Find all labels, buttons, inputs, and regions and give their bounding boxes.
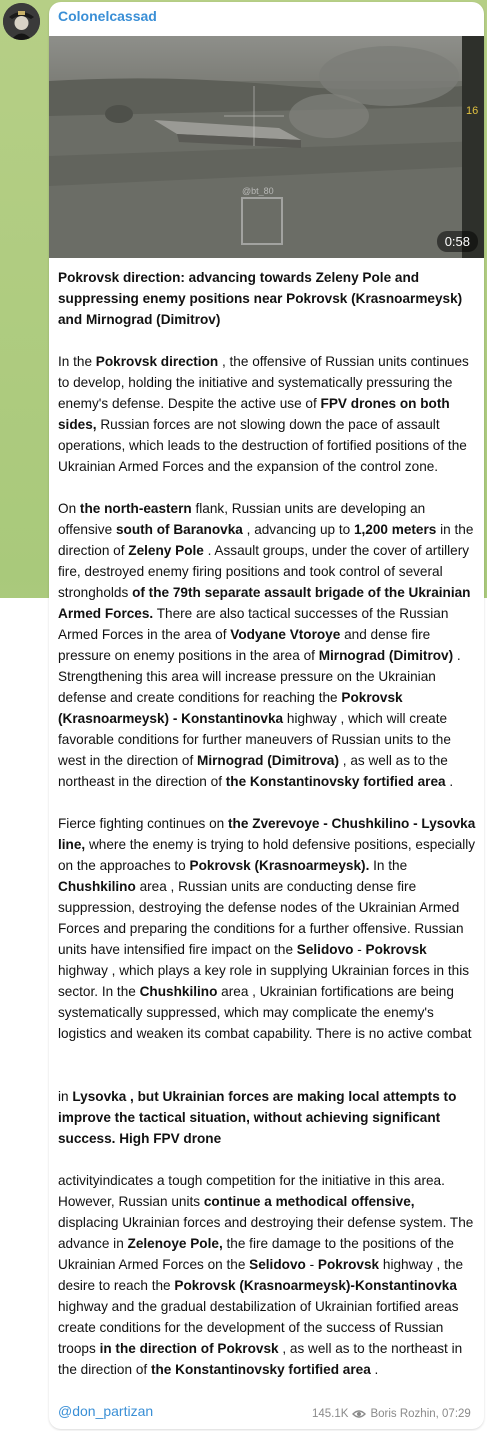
text-segment: south of Baranovka	[115, 522, 243, 537]
text-segment: highway and the gradual destabilization of Ukrainian fortified areas create conditions for the development of the success of Russian troops	[58, 1299, 459, 1356]
text-segment: in the direction of	[58, 522, 474, 558]
eye-icon	[352, 1409, 366, 1419]
text-segment: On	[58, 501, 80, 516]
text-segment: Pokrovsk	[317, 1257, 380, 1272]
text-segment: Pokrovsk (Krasnoarmeysk)-Konstantinovka	[174, 1278, 457, 1293]
post-paragraph-2	[58, 498, 478, 792]
text-segment: Pokrovsk (Krasnoarmeysk) - Konstantinovka	[58, 690, 403, 726]
text-segment: Chushkilino	[58, 879, 136, 894]
text-segment: of the 79th separate assault brigade of the Ukrainian Armed Forces.	[58, 585, 471, 621]
text-segment: .	[370, 1362, 379, 1377]
text-segment: highway , the desire to reach the	[58, 1257, 464, 1293]
author-and-time: Boris Rozhin, 07:29	[370, 1408, 471, 1420]
text-segment: . Strengthening this area will increase pressure on the Ukrainian defense and create conditions for reaching the	[58, 648, 461, 705]
text-segment: , as well as to the northeast in the direction of	[58, 753, 448, 789]
text-segment: the Zverevoye - Chushkilino - Lysovka line,	[58, 816, 476, 852]
battlefield-scene-image	[49, 36, 484, 258]
text-segment: highway , which plays a key role in supplying Ukrainian forces in this sector. In the	[58, 963, 470, 999]
text-segment: where the enemy is trying to hold defensive positions, especially on the approaches to	[58, 837, 476, 873]
text-segment: the Konstantinovsky fortified area	[225, 774, 446, 789]
post-paragraph-5	[58, 1170, 478, 1380]
text-segment: In the	[369, 858, 408, 873]
text-segment: activityindicates a tough competition for the initiative in this area. However, Russian units	[58, 1173, 445, 1209]
text-segment: the north-eastern	[79, 501, 192, 516]
avatar-portrait-icon	[3, 3, 40, 40]
text-segment: Chushkilino	[139, 984, 218, 999]
text-segment: , the offensive of Russian units continues to develop, holding the initiative and systematically pressuring the enemy's defense. Despite the active use of	[58, 354, 469, 411]
channel-avatar[interactable]	[3, 3, 40, 40]
text-segment: area , Ukrainian fortifications are being systematically suppressed, which may complicate the enemy's logistics and weaken its combat capability. There is no active combat	[58, 984, 472, 1041]
text-segment: Lysovka , but Ukrainian forces are making local attempts to improve the tactical situation, without achieving significant success. High FPV drone	[58, 1089, 457, 1146]
text-segment: Zeleny Pole	[128, 543, 204, 558]
text-segment: Pokrovsk	[365, 942, 427, 957]
text-segment: Mirnograd (Dimitrova)	[197, 753, 340, 768]
text-segment: -	[353, 942, 366, 957]
text-segment: flank, Russian units are developing an offensive	[58, 501, 426, 537]
text-segment: Vodyane Vtoroye	[230, 627, 341, 642]
text-segment: Fierce fighting continues on	[58, 816, 229, 831]
video-edge-label: 16	[466, 105, 479, 117]
text-segment: .	[445, 774, 454, 789]
text-segment: Russian forces are not slowing down the pace of assault operations, which leads to the destruction of fortified positions of the Ukrainian Armed Forces and the expansion of the control zone.	[58, 417, 467, 474]
text-segment: FPV drones on both sides,	[58, 396, 450, 432]
text-segment: highway , which will create favorable conditions for further maneuvers of Russian units to the west in the direction of	[58, 711, 451, 768]
text-segment: Selidovo	[296, 942, 354, 957]
text-segment: -	[305, 1257, 318, 1272]
text-segment: 1,200 meters	[353, 522, 437, 537]
text-segment: the Konstantinovsky fortified area	[150, 1362, 371, 1377]
text-segment: Mirnograd (Dimitrov)	[318, 648, 454, 663]
views-count: 145.1K	[312, 1408, 349, 1420]
post-paragraph-1	[58, 351, 478, 477]
text-segment: Pokrovsk (Krasnoarmeysk).	[189, 858, 370, 873]
video-watermark-text: @bt_80	[242, 186, 274, 196]
text-segment: There are also tactical successes of the Russian Armed Forces in the area of	[58, 606, 449, 642]
text-segment: the fire damage to the positions of the Ukrainian Armed Forces on the	[58, 1236, 454, 1272]
video-thumbnail[interactable]	[49, 36, 484, 258]
text-segment: In the	[58, 354, 96, 369]
text-segment: area , Russian units are conducting dense fire suppression, destroying the defense nodes of the Ukrainian Armed Forces and preparing the conditions for a further offensive. Russian units have intensified fire impact on the	[58, 879, 464, 957]
post-title: Pokrovsk direction: advancing towards Zeleny Pole and suppressing enemy positions near Pokrovsk (Krasnoarmeysk) and Mirnograd (Dimitrov)	[58, 270, 463, 327]
author-signature-link[interactable]: @don_partizan	[58, 1403, 154, 1419]
text-segment: Selidovo	[249, 1257, 306, 1272]
text-segment: in	[58, 1089, 73, 1104]
text-segment: in the direction of Pokrovsk	[99, 1341, 279, 1356]
text-segment: , advancing up to	[242, 522, 354, 537]
text-segment: Pokrovsk direction	[95, 354, 219, 369]
text-segment: displacing Ukrainian forces and destroying their defense system. The advance in	[58, 1215, 474, 1251]
text-segment: continue a methodical offensive,	[203, 1194, 415, 1209]
message-meta	[312, 1408, 471, 1420]
text-segment: and dense fire pressure on enemy positions in the area of	[58, 627, 431, 663]
text-segment: . Assault groups, under the cover of artillery fire, destroyed enemy firing positions and took control of several strongholds	[58, 543, 470, 600]
post-paragraph-4	[58, 1086, 478, 1149]
post-paragraph-3	[58, 813, 478, 1044]
text-segment: , as well as to the northeast in the direction of	[58, 1341, 463, 1377]
channel-name[interactable]: Colonelcassad	[58, 8, 157, 24]
video-duration: 0:58	[437, 231, 478, 252]
text-segment: Zelenoye Pole,	[127, 1236, 223, 1251]
